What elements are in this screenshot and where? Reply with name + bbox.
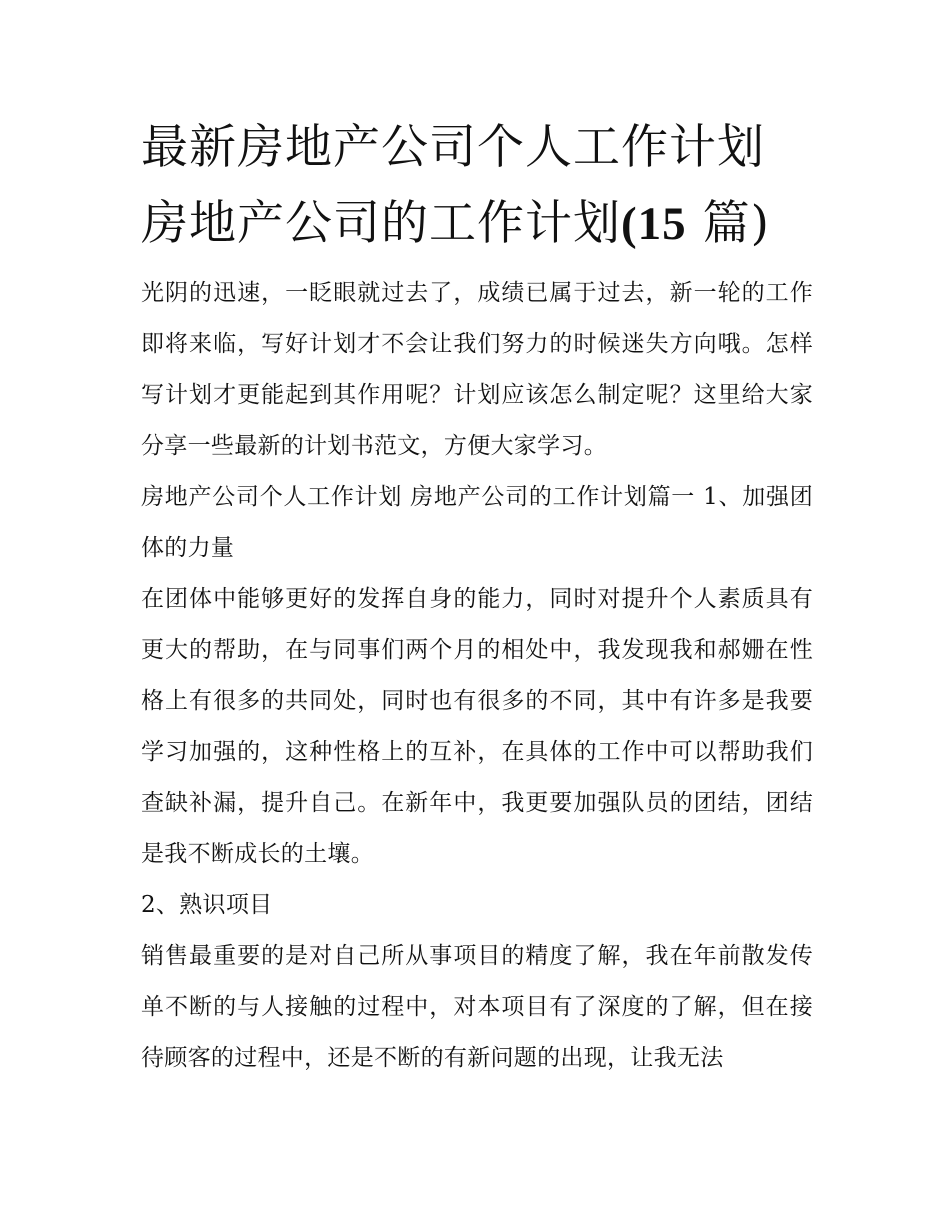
title-count-tail: 篇)	[702, 196, 770, 251]
document-title	[141, 110, 813, 262]
body-paragraph-2: 销售最重要的是对自己所从事项目的精度了解，我在年前散发传单不断的与人接触的过程中，对本项目有了深度的了解，但在接待顾客的过程中，还是不断的有新问题的出现，让我无法	[141, 943, 813, 1071]
section-heading-2: 2、熟识项目	[141, 892, 273, 918]
title-line-1: 最新房地产公司个人工作计划	[141, 120, 765, 175]
title-line-2	[141, 186, 813, 262]
title-line-2-text: 房地产公司的工作计划	[141, 196, 621, 251]
document-page	[141, 110, 813, 1084]
body-paragraph-1: 在团体中能够更好的发挥自身的能力，同时对提升个人素质具有更大的帮助，在与同事们两个月的相处中，我发现我和郝姗在性格上有很多的共同处，同时也有很多的不同，其中有许多是我要学习加强的，这种性格上的互补，在具体的工作中可以帮助我们查缺补漏，提升自己。在新年中，我更要加强队员的团结，团结是我不断成长的土壤。	[141, 586, 813, 867]
section-heading-1: 房地产公司个人工作计划 房地产公司的工作计划篇一 1、加强团体的力量	[141, 484, 813, 561]
title-count: (15	[621, 198, 687, 250]
intro-paragraph: 光阴的迅速，一眨眼就过去了，成绩已属于过去，新一轮的工作即将来临，写好计划才不会让我们努力的时候迷失方向哦。怎样写计划才更能起到其作用呢？计划应该怎么制定呢？这里给大家分享一些最新的计划书范文，方便大家学习。	[141, 280, 813, 459]
